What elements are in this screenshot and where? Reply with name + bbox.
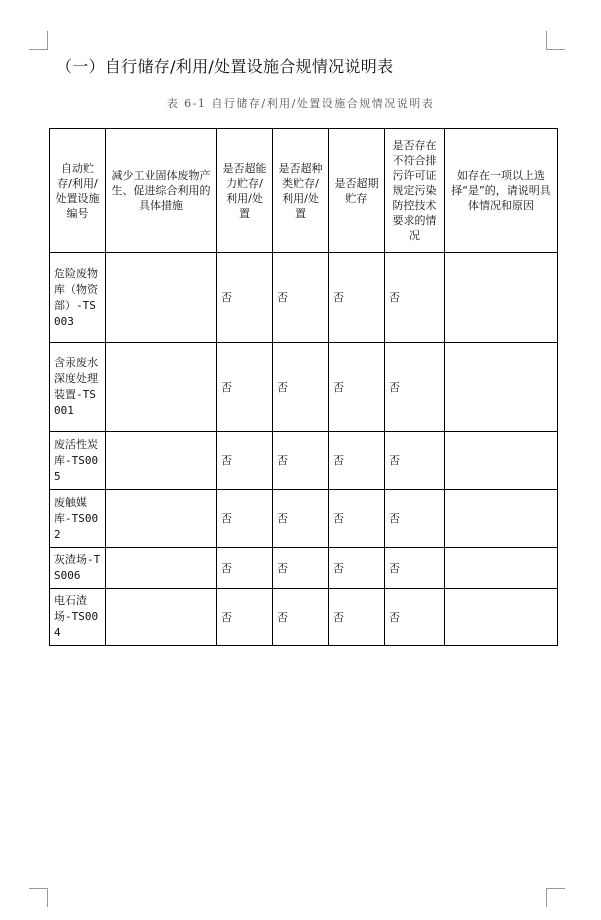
- noncompliance-cell: 否: [385, 490, 445, 548]
- measures-cell: [106, 343, 217, 432]
- header-measures: 减少工业固体废物产生、促进综合利用的具体措施: [106, 129, 217, 253]
- over-capacity-cell: 否: [217, 490, 273, 548]
- measures-cell: [106, 432, 217, 490]
- over-period-cell: 否: [329, 589, 385, 646]
- noncompliance-cell: 否: [385, 253, 445, 343]
- over-type-cell: 否: [273, 343, 329, 432]
- facility-name: 危险废物库（物资部）-TS003: [50, 253, 106, 343]
- header-over-capacity: 是否超能力贮存/利用/处置: [217, 129, 273, 253]
- table-row: [50, 548, 558, 589]
- header-explanation: 如存在一项以上选择“是”的，请说明具体情况和原因: [445, 129, 558, 253]
- over-capacity-cell: 否: [217, 253, 273, 343]
- table-row: [50, 490, 558, 548]
- crop-mark-bottom-right: [546, 888, 565, 907]
- measures-cell: [106, 253, 217, 343]
- over-period-cell: 否: [329, 432, 385, 490]
- measures-cell: [106, 490, 217, 548]
- explanation-cell: [445, 548, 558, 589]
- header-noncompliance: 是否存在不符合排污许可证规定污染防控技术要求的情况: [385, 129, 445, 253]
- explanation-cell: [445, 490, 558, 548]
- facility-name: 含汞废水深度处理装置-TS001: [50, 343, 106, 432]
- over-period-cell: 否: [329, 343, 385, 432]
- table-caption: 表 6-1 自行储存/利用/处置设施合规情况说明表: [166, 97, 435, 110]
- explanation-cell: [445, 589, 558, 646]
- compliance-table: [49, 128, 558, 646]
- table-row: [50, 432, 558, 490]
- noncompliance-cell: 否: [385, 548, 445, 589]
- over-capacity-cell: 否: [217, 548, 273, 589]
- over-type-cell: 否: [273, 548, 329, 589]
- over-period-cell: 否: [329, 253, 385, 343]
- explanation-cell: [445, 432, 558, 490]
- over-capacity-cell: 否: [217, 589, 273, 646]
- noncompliance-cell: 否: [385, 432, 445, 490]
- over-capacity-cell: 否: [217, 432, 273, 490]
- over-period-cell: 否: [329, 490, 385, 548]
- crop-mark-top-left: [29, 31, 48, 50]
- header-over-type: 是否超种类贮存/利用/处置: [273, 129, 329, 253]
- noncompliance-cell: 否: [385, 589, 445, 646]
- header-over-period: 是否超期贮存: [329, 129, 385, 253]
- over-type-cell: 否: [273, 490, 329, 548]
- facility-name: 电石渣场-TS004: [50, 589, 106, 646]
- table-row: [50, 343, 558, 432]
- over-type-cell: 否: [273, 589, 329, 646]
- over-type-cell: 否: [273, 253, 329, 343]
- measures-cell: [106, 548, 217, 589]
- explanation-cell: [445, 253, 558, 343]
- over-type-cell: 否: [273, 432, 329, 490]
- table-row: [50, 589, 558, 646]
- table-header-row: [50, 129, 558, 253]
- crop-mark-top-right: [546, 31, 565, 50]
- over-capacity-cell: 否: [217, 343, 273, 432]
- facility-name: 废触媒库-TS002: [50, 490, 106, 548]
- facility-name: 废活性炭库-TS005: [50, 432, 106, 490]
- table-row: [50, 253, 558, 343]
- explanation-cell: [445, 343, 558, 432]
- noncompliance-cell: 否: [385, 343, 445, 432]
- header-facility-id: 自动贮存/利用/处置设施编号: [50, 129, 106, 253]
- crop-mark-bottom-left: [29, 888, 48, 907]
- section-heading: （一）自行储存/利用/处置设施合规情况说明表: [56, 57, 394, 76]
- over-period-cell: 否: [329, 548, 385, 589]
- measures-cell: [106, 589, 217, 646]
- facility-name: 灰渣场-TS006: [50, 548, 106, 589]
